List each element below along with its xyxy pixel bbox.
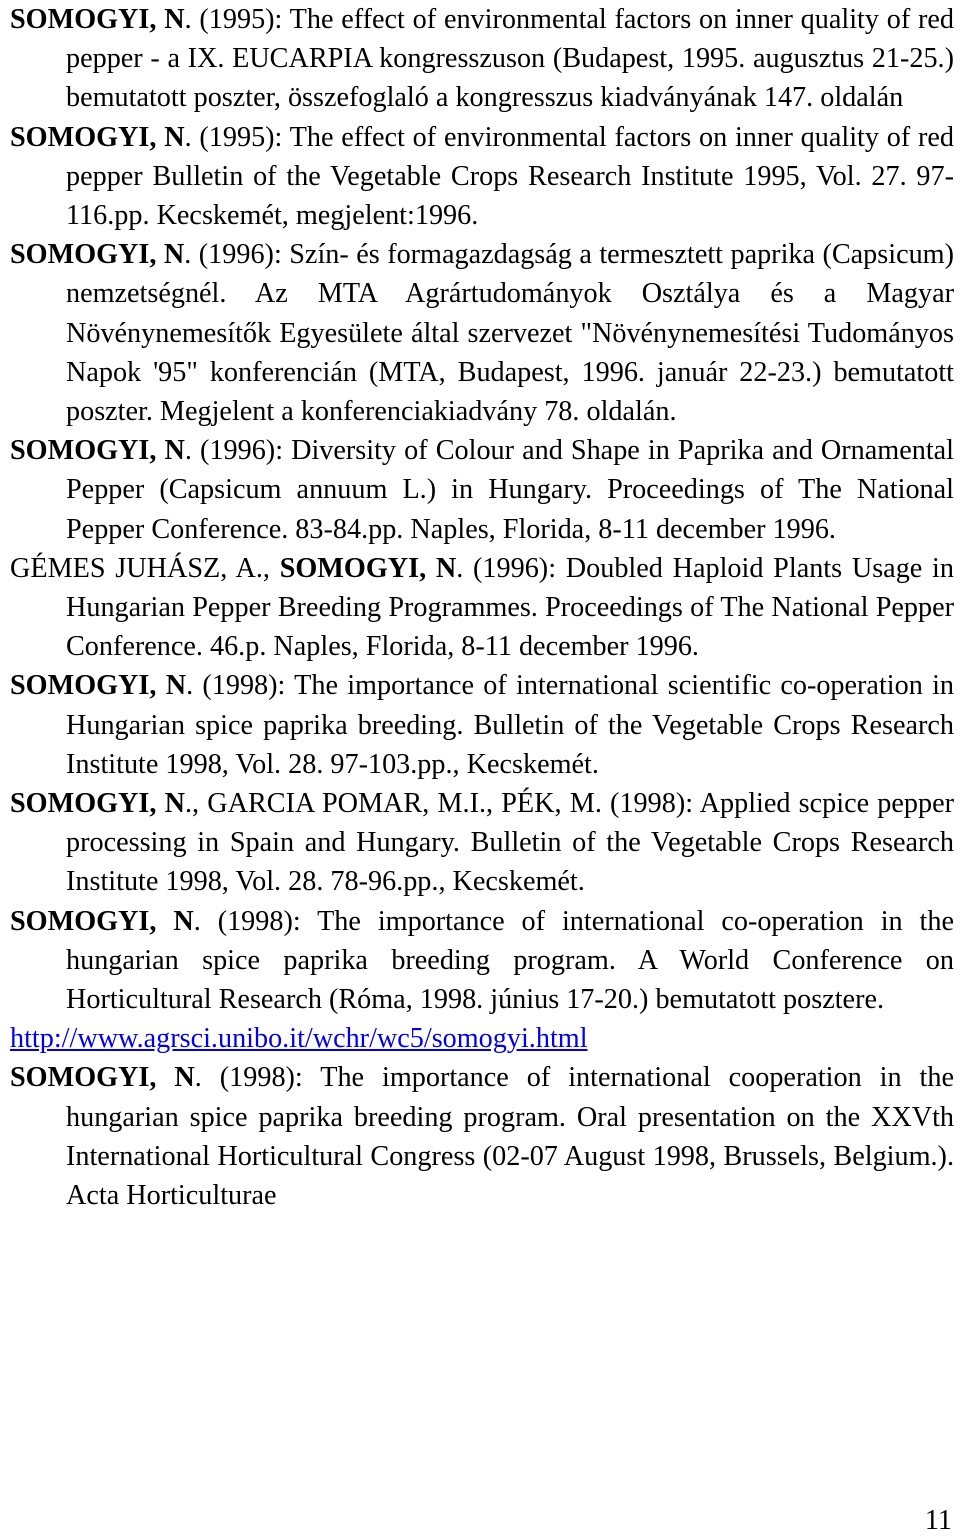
reference-author: SOMOGYI, N xyxy=(10,905,194,937)
reference-text: . (1996): Szín- és formagazdagság a termesztett paprika (Capsicum) nemzetségnél. Az MTA Agrártudományok Osztálya és a Magyar Növénynemesítők Egyesülete által szervezet "Növénynemesítési Tudományos Napok '95" konferencián (MTA, Budapest, 1996. január 22-23.) bemutatott poszter. Megjelent a konferenciakiadvány 78. oldalán. xyxy=(66,239,954,428)
page-number: 11 xyxy=(924,1504,952,1536)
reference-entry xyxy=(10,666,954,784)
reference-entry xyxy=(10,0,954,118)
reference-link-line xyxy=(10,1019,954,1058)
reference-text: . (1995): The effect of environmental factors on inner quality of red pepper - a IX. EUCARPIA kongresszuson (Budapest, 1995. augusztus 21-25.) bemutatott poszter, összefoglaló a kongresszus kiadványának 147. oldalán xyxy=(66,4,954,114)
reference-entry xyxy=(10,549,954,667)
reference-text: . (1998): The importance of international cooperation in the hungarian spice paprika breeding program. Oral presentation on the XXVth International Horticultural Congress (02-07 August 1998, Brussels, Belgium.). Acta Horticulturae xyxy=(66,1062,954,1212)
reference-text: . (1996): Doubled Haploid Plants Usage in Hungarian Pepper Breeding Programmes. Proceedings of The National Pepper Conference. 46.p. Naples, Florida, 8-11 december 1996. xyxy=(66,552,954,663)
reference-entry xyxy=(10,784,954,902)
reference-author: SOMOGYI, N xyxy=(10,788,185,820)
reference-text: . (1998): The importance of international co-operation in the hungarian spice paprika breeding program. A World Conference on Horticultural Research (Róma, 1998. június 17-20.) bemutatott posztere. xyxy=(66,905,954,1016)
reference-author: SOMOGYI, N xyxy=(10,239,185,271)
reference-entry xyxy=(10,235,954,431)
reference-text: . (1998): The importance of international scientific co-operation in Hungarian spice paprika breeding. Bulletin of the Vegetable Crops Research Institute 1998, Vol. 28. 97-103.pp., Kecskemét. xyxy=(66,670,954,780)
reference-author: SOMOGYI, N xyxy=(10,121,185,153)
reference-entry xyxy=(10,1058,954,1215)
reference-text: . (1996): Diversity of Colour and Shape in Paprika and Ornamental Pepper (Capsicum annuum L.) in Hungary. Proceedings of The National Pepper Conference. 83-84.pp. Naples, Florida, 8-11 december 1996. xyxy=(66,435,954,545)
reference-text: . (1998): Applied scpice pepper processing in Spain and Hungary. Bulletin of the Vegetable Crops Research Institute 1998, Vol. 28. 78-96.pp., Kecskemét. xyxy=(66,788,954,898)
reference-author: SOMOGYI, N xyxy=(279,552,457,584)
reference-entry xyxy=(10,118,954,236)
reference-author: SOMOGYI, N xyxy=(10,670,187,702)
reference-coauthor: GÉMES JUHÁSZ, A., xyxy=(10,552,280,584)
reference-author: SOMOGYI, N xyxy=(10,435,185,467)
reference-text: . (1995): The effect of environmental factors on inner quality of red pepper Bulletin of the Vegetable Crops Research Institute 1995, Vol. 27. 97-116.pp. Kecskemét, megjelent:1996. xyxy=(66,121,954,232)
reference-author: SOMOGYI, N xyxy=(10,1062,195,1094)
reference-list xyxy=(10,0,954,1215)
reference-coauthors: ., GARCIA POMAR, M.I., PÉK, M xyxy=(184,788,595,820)
reference-entry xyxy=(10,431,954,549)
reference-entry xyxy=(10,902,954,1020)
reference-author: SOMOGYI, N xyxy=(10,4,185,35)
reference-url-link[interactable]: http://www.agrsci.unibo.it/wchr/wc5/somogyi.html xyxy=(10,1023,588,1055)
